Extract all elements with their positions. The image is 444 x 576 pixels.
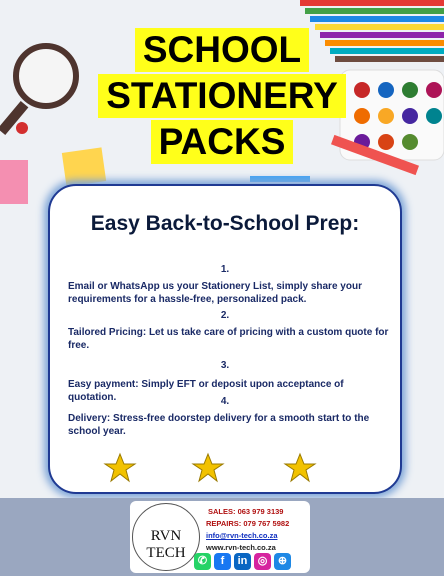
whatsapp-icon[interactable]: ✆ (194, 553, 211, 570)
globe-icon[interactable]: ⊕ (274, 553, 291, 570)
pink-eraser (0, 160, 28, 204)
star-icon (105, 454, 135, 481)
step-number-2: 2. (220, 310, 230, 321)
email-link[interactable]: info@rvn-tech.co.za (206, 531, 278, 540)
step-number-3: 3. (220, 360, 230, 371)
step-text-4: Delivery: Stress-free doorstep delivery for a smooth start to the school year. (68, 413, 370, 437)
rating-stars (0, 452, 444, 484)
star-icon (285, 454, 315, 481)
website-link[interactable]: www.rvn-tech.co.za (206, 543, 276, 552)
repairs-phone[interactable]: REPAIRS: 079 767 5982 (206, 519, 290, 528)
title-line-3: PACKS (151, 120, 294, 164)
social-icons (194, 553, 308, 571)
step-text-2: Tailored Pricing: Let us take care of pricing with a custom quote for free. (68, 327, 389, 351)
contact-box (130, 501, 310, 573)
steps-card (48, 184, 402, 494)
step-text-3: Easy payment: Simply EFT or deposit upon acceptance of quotation. (68, 379, 344, 403)
footer-bar (0, 498, 444, 576)
star-icon (193, 454, 223, 481)
sales-phone[interactable]: SALES: 063 979 3139 (208, 507, 284, 516)
title-block (0, 28, 444, 166)
step-number-4: 4. (220, 396, 230, 407)
company-logo (132, 503, 200, 571)
step-number-1: 1. (220, 264, 230, 275)
instagram-icon[interactable]: ◎ (254, 553, 271, 570)
step-text-1: Email or WhatsApp us your Stationery List, simply share your requirements for a hassle-free, personalized pack. (68, 281, 362, 305)
linkedin-icon[interactable]: in (234, 553, 251, 570)
facebook-icon[interactable]: f (214, 553, 231, 570)
title-line-2: STATIONERY (98, 74, 346, 118)
crayons (250, 176, 310, 182)
logo-text: RVN TECH (146, 528, 186, 561)
title-line-1: SCHOOL (135, 28, 309, 72)
card-heading: Easy Back-to-School Prep: (90, 212, 360, 235)
